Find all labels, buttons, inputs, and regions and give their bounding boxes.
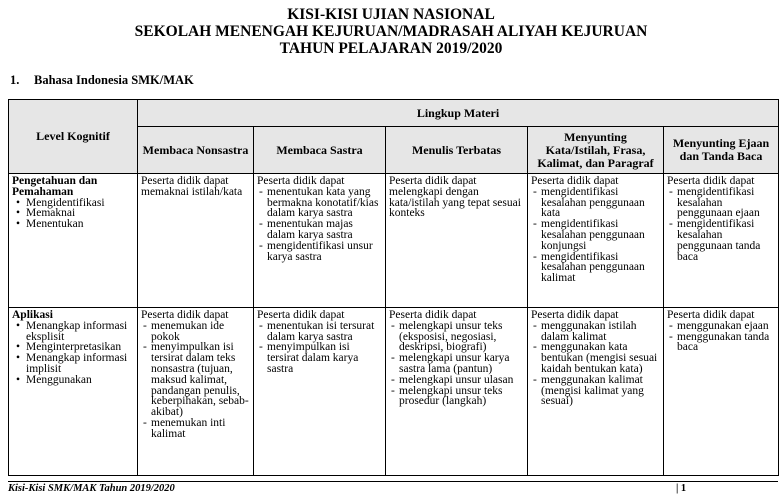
cell-intro: Peserta didik dapat [667,309,755,321]
cell-intro: Peserta didik dapat [389,309,477,321]
title-line-2: SEKOLAH MENENGAH KEJURUAN/MADRASAH ALIYAH KEJURUAN [134,23,648,40]
table-row [9,174,779,308]
level-bullets [12,321,134,386]
section-heading [10,73,194,88]
list-item: - menentukan kata yang bermakna konotatif/kias dalam karya sastra [257,187,382,219]
header-column: Membaca Nonsastra [138,127,254,174]
list-item: • Menangkap informasi implisit [12,353,134,375]
title-line-1: KISI-KISI UJIAN NASIONAL [287,6,495,23]
header-lingkup-materi: Lingkup Materi [138,100,779,127]
materi-cell [138,174,254,308]
cell-intro: Peserta didik dapat memaknai istilah/kata [141,175,243,198]
cell-items [531,321,660,407]
cell-items [257,187,382,263]
footer-divider [8,481,778,482]
list-item: - mengidentifikasi unsur karya sastra [257,241,382,263]
cell-intro: Peserta didik dapat [531,309,619,321]
cell-items [257,321,382,375]
materi-cell [528,308,664,476]
list-item: - menggunakan kalimat (mengisi kalimat yang sesuai) [531,375,660,407]
list-item: - menyimpulkan isi tersirat dalam karya sastra [257,342,382,374]
header-level-kognitif: Level Kognitif [9,100,138,174]
cell-items [667,321,775,353]
cell-intro: Peserta didik dapat [531,175,619,187]
cell-items [667,187,775,263]
table-row [9,308,779,476]
materi-cell [138,308,254,476]
list-item: - melengkapi unsur teks prosedur (langkah) [389,386,524,408]
materi-cell [254,308,386,476]
level-cell [9,308,138,476]
list-item: - mengidentifikasi kesalahan penggunaan tanda baca [667,219,775,262]
list-item: • Menentukan [12,219,134,230]
cell-intro: Peserta didik dapat [257,309,345,321]
cell-items [389,321,524,407]
level-bullets [12,198,134,230]
list-item: - menemukan inti kalimat [141,418,250,440]
level-cell [9,174,138,308]
list-item: - mengidentifikasi kesalahan penggunaan ejaan [667,187,775,219]
list-item: - melengkapi unsur karya sastra lama (pantun) [389,353,524,375]
level-title: Aplikasi [12,309,53,321]
materi-cell [528,174,664,308]
section-title: Bahasa Indonesia SMK/MAK [34,73,194,87]
list-item: - menggunakan kata bentukan (mengisi sesuai kaidah bentukan kata) [531,342,660,374]
cell-intro: Peserta didik dapat [257,175,345,187]
list-item: • Menggunakan [12,375,134,386]
list-item: • Mengidentifikasi [12,198,134,209]
page-number: | 1 [676,483,687,494]
list-item: • Memaknai [12,208,134,219]
list-item: - melengkapi unsur ulasan [389,375,524,386]
header-column: Menyunting Ejaan dan Tanda Baca [664,127,779,174]
list-item: - melengkapi unsur teks (eksposisi, negosiasi, deskripsi, biografi) [389,321,524,353]
list-item: - menyimpulkan isi tersirat dalam teks nonsastra (tujuan, maksud kalimat, pandangan penulis, keberpihakan, sebab-akibat) [141,342,250,418]
list-item: - mengidentifikasi kesalahan penggunaan konjungsi [531,219,660,251]
list-item: - mengidentifikasi kesalahan penggunaan kalimat [531,252,660,284]
cell-intro: Peserta didik dapat [141,309,229,321]
list-item: • Menginterpretasikan [12,342,134,353]
materi-cell [386,174,528,308]
list-item: - menentukan isi tersurat dalam karya sastra [257,321,382,343]
list-item: - menggunakan ejaan [667,321,775,332]
header-column: Menyunting Kata/Istilah, Frasa, Kalimat, dan Paragraf [528,127,664,174]
section-number: 1. [10,73,20,87]
cell-items [141,321,250,440]
level-title: Pengetahuan dan Pemahaman [12,175,98,198]
list-item: - menggunakan tanda baca [667,332,775,354]
cell-items [531,187,660,284]
header-column: Menulis Terbatas [386,127,528,174]
materi-cell [254,174,386,308]
cell-intro: Peserta didik dapat [667,175,755,187]
list-item: - menentukan majas dalam karya sastra [257,219,382,241]
list-item: - menemukan ide pokok [141,321,250,343]
kisi-kisi-table [8,99,779,476]
materi-cell [386,308,528,476]
list-item: • Menangkap informasi eksplisit [12,321,134,343]
document-title [0,6,782,57]
cell-intro: Peserta didik dapat melengkapi dengan kata/istilah yang tepat sesuai konteks [389,175,521,220]
materi-cell [664,308,779,476]
list-item: - menggunakan istilah dalam kalimat [531,321,660,343]
footer-text: Kisi-Kisi SMK/MAK Tahun 2019/2020 [8,483,175,494]
list-item: - mengidentifikasi kesalahan penggunaan kata [531,187,660,219]
header-column: Membaca Sastra [254,127,386,174]
title-line-3: TAHUN PELAJARAN 2019/2020 [279,40,503,57]
materi-cell [664,174,779,308]
